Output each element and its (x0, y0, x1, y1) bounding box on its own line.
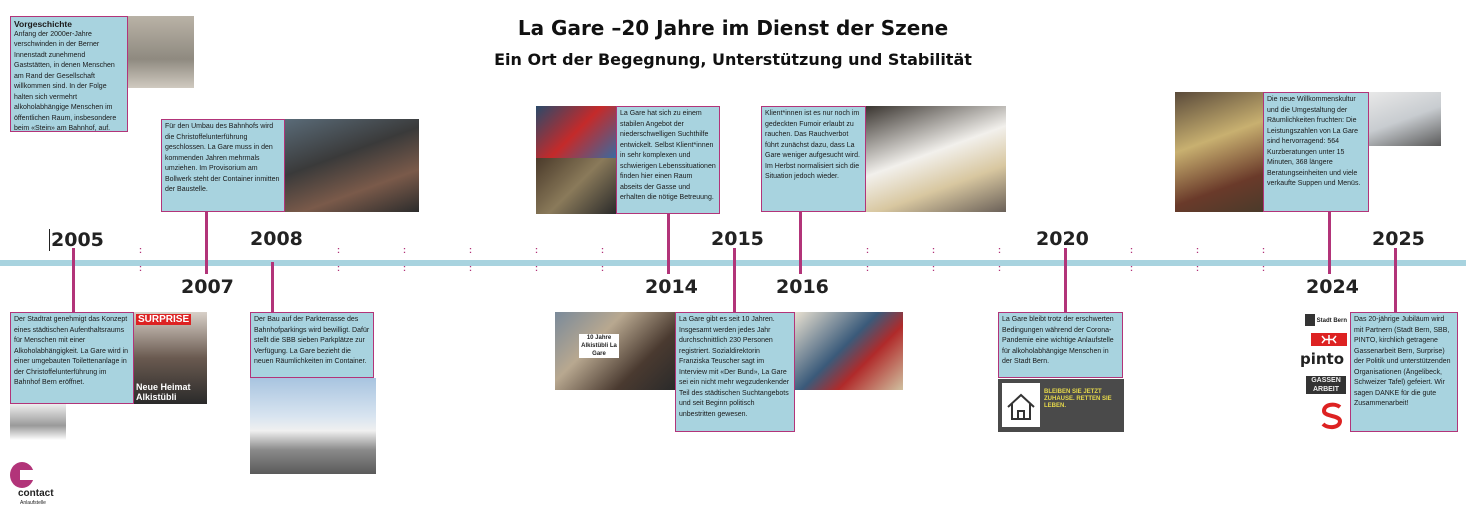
minor-tick: : : (932, 245, 935, 273)
year-label-2024: 2024 (1306, 276, 1359, 298)
page-subtitle: Ein Ort der Begegnung, Unterstützung und Stabilität (494, 50, 972, 69)
event-box-2020 (998, 312, 1123, 378)
contact-logo-text: contact (18, 488, 54, 499)
surprise-title: SURPRISE (138, 314, 190, 325)
tick-2016 (799, 212, 802, 274)
photo-underpass (128, 16, 194, 88)
photo-group-bw (10, 404, 66, 440)
contact-logo-subtext: Anlaufstelle (20, 500, 46, 506)
tick-2025 (1394, 248, 1397, 312)
corona-poster (998, 379, 1124, 432)
event-box-2008 (250, 312, 374, 378)
minor-tick: : : (1130, 245, 1133, 273)
tick-2020 (1064, 248, 1067, 312)
minor-tick: : : (337, 245, 340, 273)
photo-collage-2015 (555, 312, 675, 390)
tick-2008 (271, 262, 274, 312)
minor-tick: : : (1196, 245, 1199, 273)
minor-tick: : : (601, 245, 604, 273)
minor-tick: : : (139, 245, 142, 273)
year-label-2008: 2008 (250, 228, 303, 250)
photo-container-construction (285, 119, 419, 212)
minor-tick: : : (866, 245, 869, 273)
tick-2007 (205, 212, 208, 274)
event-box-vorgeschichte (10, 16, 128, 132)
pinto-logo: pinto (1300, 350, 1345, 368)
event-heading: Vorgeschichte (14, 19, 72, 29)
photo-kitchen (1175, 92, 1263, 212)
surprise-logo (1319, 402, 1345, 430)
collage-caption: 10 Jahre Alkistübli La Gare (579, 334, 619, 358)
surprise-magazine-cover (134, 312, 207, 404)
tick-2005 (72, 248, 75, 312)
event-box-2005 (10, 312, 134, 404)
event-box-2007 (161, 119, 285, 212)
contact-logo-icon (10, 462, 34, 488)
minor-tick: : : (403, 245, 406, 273)
photo-container-building (250, 378, 376, 474)
tick-2024 (1328, 212, 1331, 274)
house-icon (1002, 383, 1040, 427)
event-box-2024 (1263, 92, 1369, 212)
minor-tick: : : (535, 245, 538, 273)
photo-counter (1369, 92, 1441, 146)
event-text: Anfang der 2000er-Jahre verschwinden in der Berner Innenstadt zunehmend Gaststätten, in denen Menschen am Rand der Gesellschaft willkommen sind. In der Folge halten sich vermehrt alkoholabhängige Menschen im öffentlichen Raum, insbesondere beim «Stein» am Bahnhof, auf. (14, 30, 117, 132)
year-label-2020: 2020 (1036, 228, 1089, 250)
photo-parrot-man (536, 106, 616, 158)
year-label-2007: 2007 (181, 276, 234, 298)
stadt-bern-logo: Stadt Bern (1305, 314, 1350, 328)
photo-dog-table (866, 106, 1006, 212)
year-label-2014: 2014 (645, 276, 698, 298)
event-text: La Gare gibt es seit 10 Jahren. Insgesamt werden jedes Jahr durchschnittlich 230 Personen registriert. Sozialdirektorin Franziska Teuscher sagt im Interview mit «Der Bund», La Gare sei ein nicht mehr wegzudenkender Teil des städtischen Suchtangebots und seit Beginn politisch unbestritten gewesen. (679, 316, 790, 418)
tick-2014 (667, 214, 670, 274)
year-label-2015: 2015 (711, 228, 764, 250)
sbb-logo (1311, 333, 1347, 346)
year-label-2025: 2025 (1372, 228, 1425, 250)
event-box-2014 (616, 106, 720, 214)
event-text: Klient*innen ist es nur noch im gedeckten Fumoir erlaubt zu rauchen. Das Rauchverbot führt zunächst dazu, dass La Gare weniger aufgesucht wird. Im Herbst normalisiert sich die Situation jedoch wieder. (765, 110, 860, 180)
page-title: La Gare –20 Jahre im Dienst der Szene (517, 16, 949, 40)
photo-room-2014 (536, 158, 616, 214)
event-box-2015 (675, 312, 795, 432)
year-label-2016: 2016 (776, 276, 829, 298)
gassenarbeit-logo: GASSEN ARBEIT (1306, 376, 1346, 394)
event-text: La Gare bleibt trotz der erschwerten Bedingungen während der Corona-Pandemie eine wichtige Anlaufstelle für alkoholabhängige Menschen in der Stadt Bern. (1002, 316, 1114, 365)
event-text: Das 20-jährige Jubiläum wird mit Partnern (Stadt Bern, SBB, PINTO, kirchlich getragene Gassenarbeit Bern, Surprise) der Politik und unterstützenden Organisationen (Ängelibeck, Schweizer Tafel) gefeiert. Wir sagen DANKE für die gute Zusammenarbeit! (1354, 316, 1451, 407)
surprise-caption: Neue Heimat Alkistübli (136, 382, 191, 402)
minor-tick: : : (1262, 245, 1265, 273)
tick-2015 (733, 248, 736, 312)
photo-shelf-games (795, 312, 903, 390)
poster-caption: BLEIBEN SIE JETZT ZUHAUSE. RETTEN SIE LEBEN. (1044, 389, 1112, 409)
event-text: Für den Umbau des Bahnhofs wird die Christoffelunterführung geschlossen. La Gare muss in den kommenden Jahren mehrmals umziehen. Im Provisorium am Bollwerk steht der Container inmitten der Baustelle. (165, 123, 280, 193)
year-label-2005: 2005 (51, 229, 104, 251)
event-text: La Gare hat sich zu einem stabilen Angebot der niederschwelligen Suchthilfe entwickelt. Selbst Klient*innen in sehr komplexen und schwierigen Lebenssituationen finden hier einen Raum abseits der Gasse und erhalten die nötige Betreuung. (620, 110, 716, 201)
event-box-2016 (761, 106, 866, 212)
event-text: Der Bau auf der Parkterrasse des Bahnhofparkings wird bewilligt. Dafür stellt die SBB sieben Parkplätze zur Verfügung. La Gare bezieht die neuen Räumlichkeiten im Container. (254, 316, 370, 365)
event-box-2025 (1350, 312, 1458, 432)
minor-tick: : : (998, 245, 1001, 273)
event-text: Die neue Willkommenskultur und die Umgestaltung der Räumlichkeiten fruchten: Die Leistungszahlen von La Gare sind hervorragend: 564 Kurzberatungen unter 15 Minuten, 368 längere Beratungseinheiten und viele verkaufte Suppen und Menüs. (1267, 96, 1361, 187)
event-text: Der Stadtrat genehmigt das Konzept eines städtischen Aufenthaltsraums für Menschen mit einer Alkoholabhängigkeit. La Gare wird in einer umgebauten Toilettenanlage in der Christoffelunterführung im Bahnhof Bern eröffnet. (14, 316, 129, 386)
minor-tick: : : (469, 245, 472, 273)
